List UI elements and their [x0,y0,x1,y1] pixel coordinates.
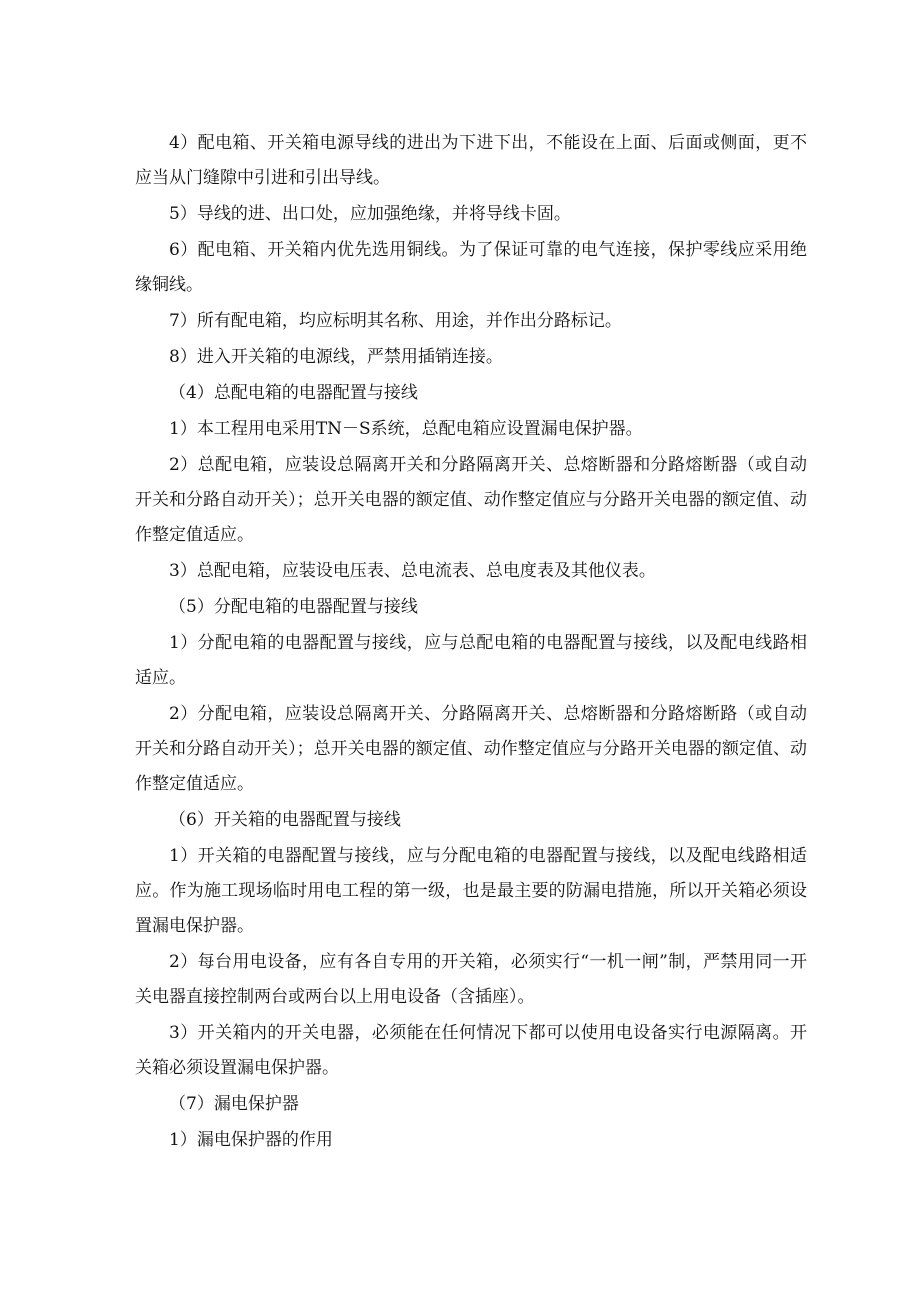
section-heading-sub-distribution-box: （5）分配电箱的电器配置与接线 [169,597,418,617]
paragraph-sub-box-2: 2）分配电箱，应装设总隔离开关、分路隔离开关、总熔断器和分路熔断路（或自动开关和分路自动开关）；总开关电器的额定值、动作整定值应与分路开关电器的额定值、动作整定值适应。 [135,704,807,794]
paragraph-7-labeling: 7）所有配电箱，均应标明其名称、用途，并作出分路标记。 [169,311,622,331]
paragraph-switch-box-1: 1）开关箱的电器配置与接线，应与分配电箱的电器配置与接线，以及配电线路相适应。作为施工现场临时用电工程的第一级，也是最主要的防漏电措施，所以开关箱必须设置漏电保护器。 [135,846,807,936]
paragraph-sub-box-1: 1）分配电箱的电器配置与接线，应与总配电箱的电器配置与接线，以及配电线路相适应。 [135,633,807,688]
section-heading-leakage-protector: （7）漏电保护器 [169,1094,299,1114]
paragraph-main-box-3: 3）总配电箱，应装设电压表、总电流表、总电度表及其他仪表。 [169,561,656,581]
paragraph-6-copper-wire: 6）配电箱、开关箱内优先选用铜线。为了保证可靠的电气连接，保护零线应采用绝缘铜线。 [135,240,807,295]
paragraph-switch-box-2: 2）每台用电设备，应有各自专用的开关箱，必须实行“一机一闸”制，严禁用同一开关电器直接控制两台或两台以上用电设备（含插座）。 [135,952,807,1007]
paragraph-4-conductor-entry: 4）配电箱、开关箱电源导线的进出为下进下出，不能设在上面、后面或侧面，更不应当从门缝隙中引进和引出导线。 [135,133,807,188]
section-heading-main-distribution-box: （4）总配电箱的电器配置与接线 [169,383,418,403]
paragraph-leakage-protector-1: 1）漏电保护器的作用 [169,1130,333,1150]
paragraph-main-box-1: 1）本工程用电采用TN－S系统，总配电箱应设置漏电保护器。 [169,419,643,439]
document-body [135,126,807,1159]
paragraph-5-insulation: 5）导线的进、出口处，应加强绝缘，并将导线卡固。 [169,204,571,224]
paragraph-switch-box-3: 3）开关箱内的开关电器，必须能在任何情况下都可以使用电设备实行电源隔离。开关箱必须设置漏电保护器。 [135,1023,807,1078]
paragraph-8-no-plug-connection: 8）进入开关箱的电源线，严禁用插销连接。 [169,347,503,367]
section-heading-switch-box: （6）开关箱的电器配置与接线 [169,810,401,830]
paragraph-main-box-2: 2）总配电箱，应装设总隔离开关和分路隔离开关、总熔断器和分路熔断器（或自动开关和分路自动开关）；总开关电器的额定值、动作整定值应与分路开关电器的额定值、动作整定值适应。 [135,455,807,545]
